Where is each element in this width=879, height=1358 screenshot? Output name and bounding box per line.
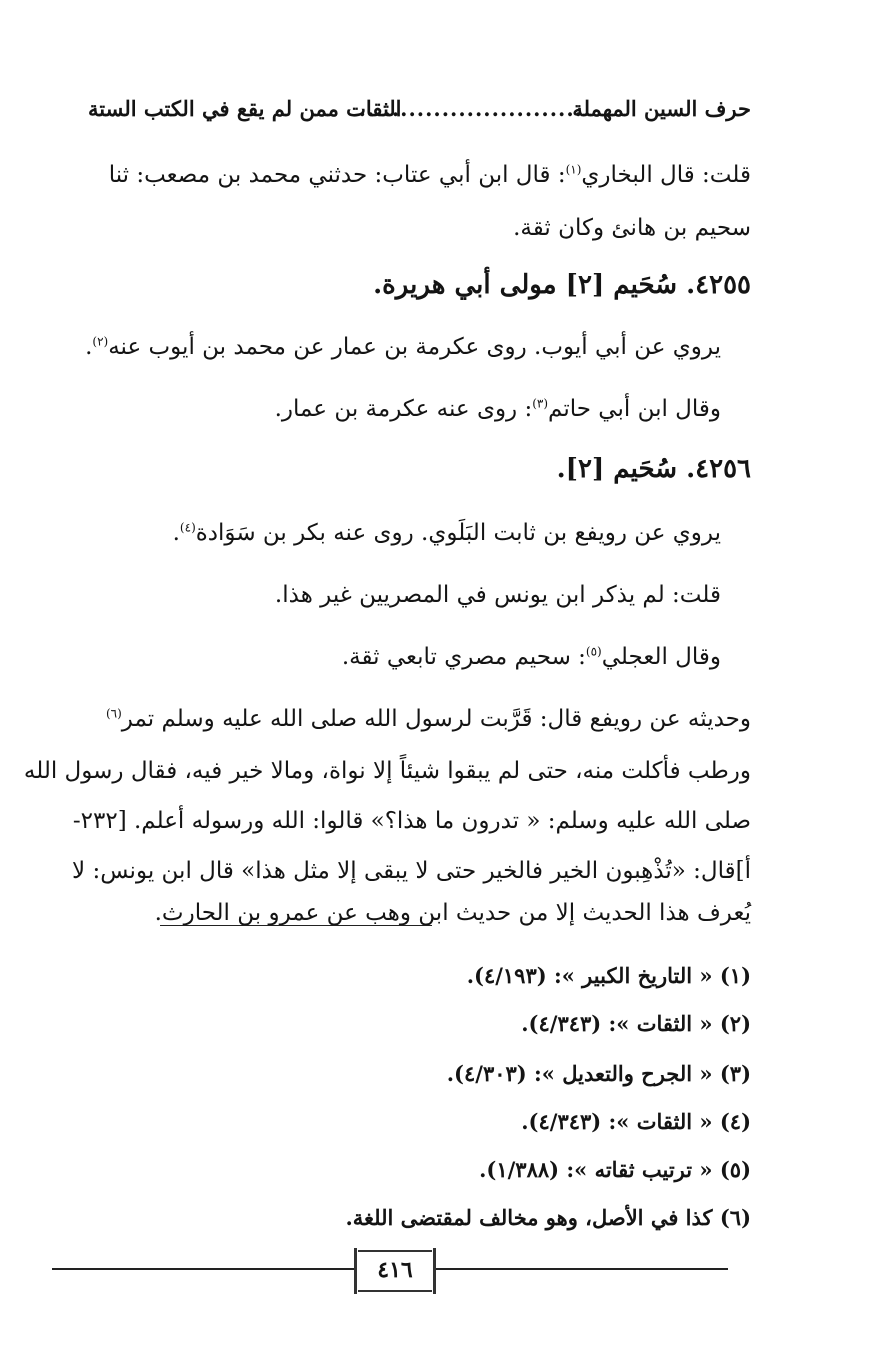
text-line: أ]قال: «تُذْهِبون الخير فالخير حتى لا يبقى إلا مثل هذا» قال ابن يونس: لا (72, 858, 751, 884)
text-line: صلى الله عليه وسلم: « تدرون ما هذا؟» قالوا: الله ورسوله أعلم. [٢٣٢- (72, 808, 751, 834)
footnote-separator (160, 925, 432, 926)
header-leader-dots: ........................... (358, 96, 583, 121)
text-line: وحديثه عن رويفع قال: قَرَّبت لرسول الله صلى الله عليه وسلم تمر$^{(٦)}$ (105, 706, 751, 732)
text-line: يُعرف هذا الحديث إلا من حديث ابن وهب عن عمرو بن الحارث. (154, 900, 751, 926)
chapter-title: حرف السين المهملة (572, 96, 751, 121)
text-line: قلت: قال البخاري$^{(١)}$: قال ابن أبي عتاب: حدثني محمد بن مصعب: ثنا (108, 162, 751, 188)
text-line: يروي عن رويفع بن ثابت البَلَوي. روى عنه بكر بن سَوَادة$^{(٤)}$. (172, 520, 721, 546)
running-header (88, 96, 751, 130)
text-line: وقال ابن أبي حاتم$^{(٣)}$: روى عنه عكرمة بن عمار. (274, 396, 721, 422)
footnote-marker: (٣) (532, 396, 549, 411)
entry-number: ٤٢٥٥. (686, 270, 751, 300)
footnote: (٣) « الجرح والتعديل »: (٤/٣٠٣). (446, 1061, 751, 1086)
footnote: (١) « التاريخ الكبير »: (٤/١٩٣). (466, 963, 751, 988)
footnote-marker: (٦) (105, 706, 122, 721)
text-line: سحيم بن هانئ وكان ثقة. (513, 215, 751, 241)
bottom-rule-right (436, 1268, 728, 1270)
text-line: يروي عن أبي أيوب. روى عكرمة بن عمار عن محمد بن أيوب عنه$^{(٢)}$. (85, 334, 721, 360)
footnote: (٦) كذا في الأصل، وهو مخالف لمقتضى اللغة. (345, 1205, 751, 1230)
footnote-marker: (٥) (585, 644, 602, 659)
entry-heading-4256 (557, 452, 751, 486)
text-line: وقال العجلي$^{(٥)}$: سحيم مصري تابعي ثقة. (341, 644, 721, 670)
entry-heading-4255 (373, 268, 751, 302)
bottom-rule-left (52, 1268, 354, 1270)
text-line: قلت: لم يذكر ابن يونس في المصريين غير هذا. (274, 582, 721, 608)
footnote: (٢) « الثقات »: (٤/٣٤٣). (521, 1011, 751, 1036)
page-number: ٤١٦ (358, 1250, 432, 1292)
footnote: (٤) « الثقات »: (٤/٣٤٣). (521, 1109, 751, 1134)
footnote: (٥) « ترتيب ثقاته »: (١/٣٨٨). (479, 1157, 751, 1182)
text-line: ورطب فأكلت منه، حتى لم يبقوا شيئاً إلا نواة، ومالا خير فيه، فقال رسول الله (23, 758, 751, 784)
footnote-marker: (٤) (179, 520, 196, 535)
entry-name: سُحَيم [٢] مولى أبي هريرة. (373, 270, 678, 300)
entry-number: ٤٢٥٦. (686, 454, 751, 484)
footnote-marker: (٢) (92, 334, 109, 349)
entry-name: سُحَيم [٢]. (556, 454, 678, 484)
footnote-marker: (١) (565, 162, 582, 177)
book-title: الثقات ممن لم يقع في الكتب الستة (88, 96, 402, 121)
